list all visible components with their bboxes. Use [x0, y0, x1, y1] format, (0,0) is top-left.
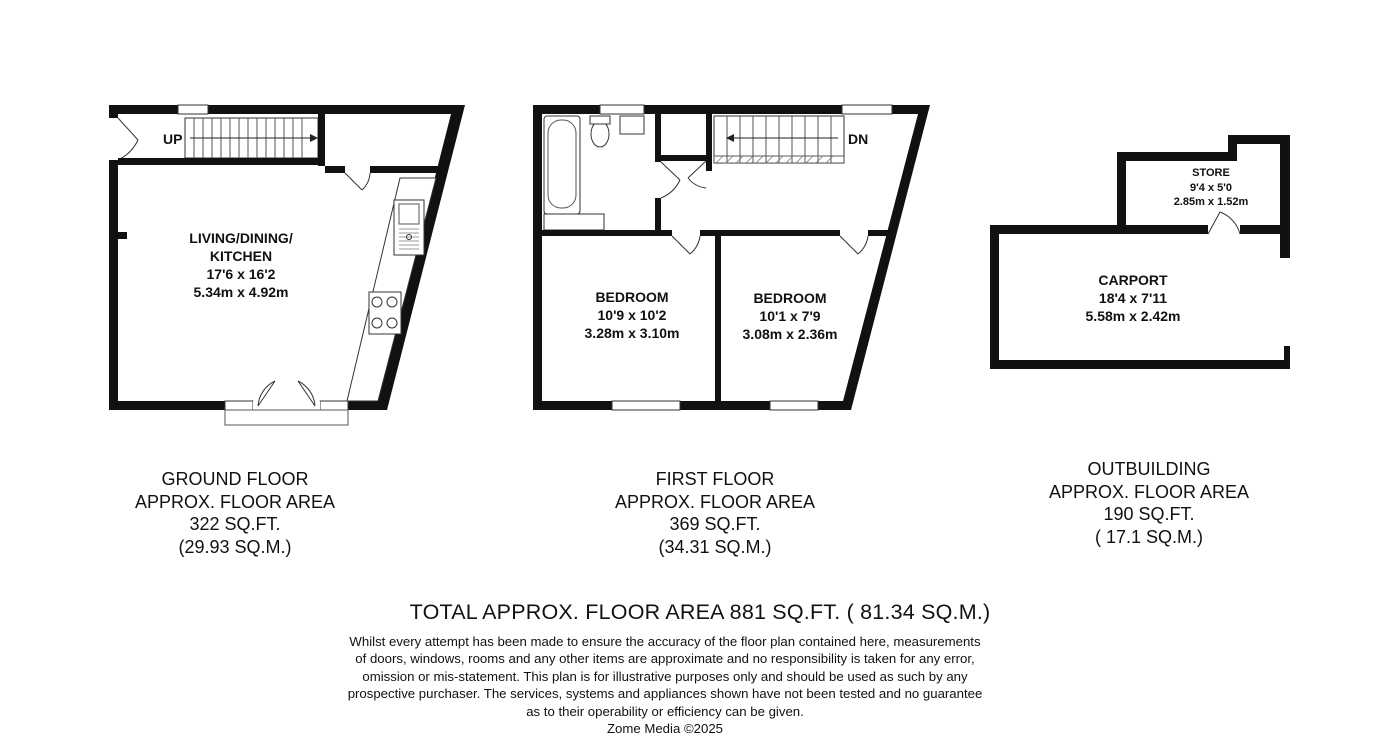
bedroom2-metric: 3.08m x 2.36m: [742, 326, 838, 342]
outbuilding-caption-sqm: ( 17.1 SQ.M.): [1094, 526, 1204, 547]
bedroom2-imperial: 10'1 x 7'9: [759, 308, 821, 324]
disclaimer-line: prospective purchaser. The services, systems and appliances shown have not been tested and no guarantee: [347, 686, 983, 702]
ground-floor-caption: [110, 468, 360, 558]
ground-floor-caption-label: APPROX. FLOOR AREA: [134, 491, 336, 512]
store-name: STORE: [1192, 167, 1230, 179]
carport-imperial: 18'4 x 7'11: [1098, 290, 1168, 306]
outbuilding-caption-label: APPROX. FLOOR AREA: [1048, 481, 1250, 502]
living-room-imperial: 17'6 x 16'2: [206, 266, 276, 282]
first-floor-caption-label: APPROX. FLOOR AREA: [614, 491, 816, 512]
first-floor-caption: [590, 468, 840, 558]
outbuilding-caption-title: OUTBUILDING: [1087, 459, 1211, 479]
first-floor-plan: [533, 105, 930, 410]
bedroom2-name: BEDROOM: [753, 290, 827, 306]
outbuilding-plan: [990, 135, 1294, 369]
bedroom1-metric: 3.28m x 3.10m: [584, 325, 680, 341]
ground-floor-caption-sqm: (29.93 SQ.M.): [178, 536, 292, 557]
disclaimer: [300, 633, 1030, 737]
living-room-metric: 5.34m x 4.92m: [193, 284, 289, 300]
ground-floor-caption-title: GROUND FLOOR: [161, 469, 309, 489]
store-metric: 2.85m x 1.52m: [1173, 196, 1249, 208]
ground-floor-caption-sqft: 322 SQ.FT.: [189, 514, 281, 534]
disclaimer-line: omission or mis-statement. This plan is for illustrative purposes only and should be used as such by any: [362, 668, 968, 684]
disclaimer-line: as to their operability or efficiency can be given.: [526, 703, 804, 719]
outbuilding-caption: [1024, 458, 1274, 548]
first-stairs-label: DN: [848, 131, 869, 147]
bedroom1-imperial: 10'9 x 10'2: [597, 307, 667, 323]
outbuilding-caption-sqft: 190 SQ.FT.: [1103, 504, 1195, 524]
bathroom-basin: [620, 116, 644, 134]
first-floor-caption-title: FIRST FLOOR: [655, 469, 775, 489]
copyright: Zome Media ©2025: [606, 721, 723, 737]
carport-metric: 5.58m x 2.42m: [1085, 308, 1181, 324]
first-floor-caption-sqft: 369 SQ.FT.: [669, 514, 761, 534]
carport-name: CARPORT: [1098, 272, 1168, 288]
total-floor-area: TOTAL APPROX. FLOOR AREA 881 SQ.FT. ( 81.34 SQ.M.): [409, 600, 991, 624]
toilet: [591, 121, 609, 147]
living-room-name-2: KITCHEN: [209, 248, 273, 264]
ground-floor-plan: [105, 105, 465, 425]
disclaimer-line: of doors, windows, rooms and any other items are approximate and no responsibility is taken for any error,: [355, 651, 975, 667]
living-room-name-1: LIVING/DINING/: [189, 230, 293, 246]
store-imperial: 9'4 x 5'0: [1190, 182, 1232, 194]
disclaimer-line: Whilst every attempt has been made to ensure the accuracy of the floor plan contained here, measurements: [349, 634, 981, 649]
ground-stairs-label: UP: [163, 131, 183, 147]
first-floor-caption-sqm: (34.31 SQ.M.): [658, 536, 772, 557]
bedroom1-name: BEDROOM: [595, 289, 669, 305]
